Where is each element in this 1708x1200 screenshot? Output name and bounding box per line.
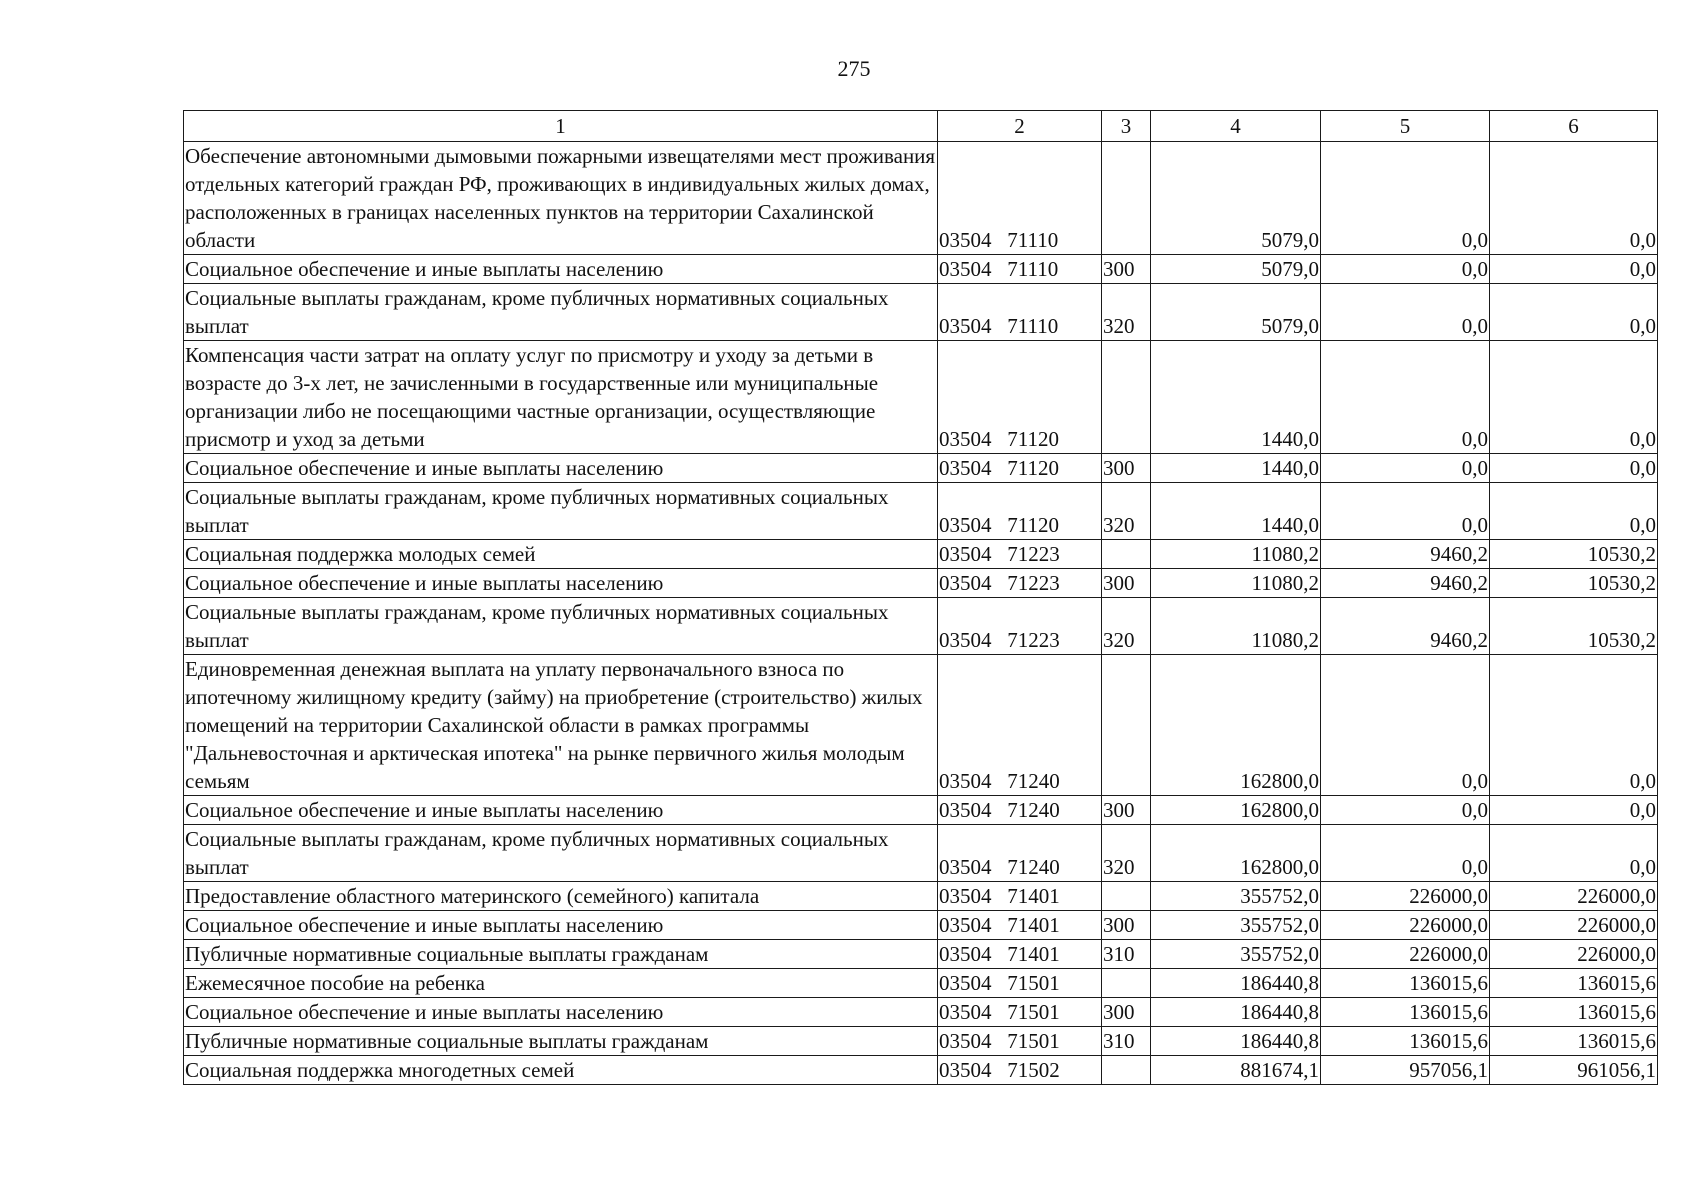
row-value-col4-cell: 162800,0 [1151,655,1321,796]
row-value-col5-cell: 0,0 [1321,483,1490,540]
row-expense-type-cell: 320 [1102,598,1151,655]
row-value-col5-cell: 0,0 [1321,284,1490,341]
table-row [184,940,1658,969]
row-value-col5-cell: 136015,6 [1321,969,1490,998]
row-name-cell: Социальное обеспечение и иные выплаты населению [184,911,938,940]
table-row [184,882,1658,911]
row-value-col6-cell: 961056,1 [1490,1056,1658,1085]
row-value-col4-cell: 186440,8 [1151,998,1321,1027]
row-value-col5-cell: 0,0 [1321,454,1490,483]
table-row [184,142,1658,255]
row-name-cell: Ежемесячное пособие на ребенка [184,969,938,998]
header-row [184,111,1658,142]
row-code-cell: 03504 71240 [938,655,1102,796]
row-expense-type-cell [1102,969,1151,998]
row-expense-type-cell: 300 [1102,569,1151,598]
row-code-cell: 03504 71110 [938,284,1102,341]
row-value-col4-cell: 1440,0 [1151,483,1321,540]
row-code-cell: 03504 71240 [938,796,1102,825]
table-row [184,483,1658,540]
table-row [184,255,1658,284]
row-value-col6-cell: 0,0 [1490,255,1658,284]
table-row [184,655,1658,796]
row-code-cell: 03504 71501 [938,998,1102,1027]
row-name-cell: Социальная поддержка молодых семей [184,540,938,569]
row-expense-type-cell: 310 [1102,1027,1151,1056]
row-value-col4-cell: 5079,0 [1151,284,1321,341]
row-value-col4-cell: 162800,0 [1151,825,1321,882]
row-code-cell: 03504 71223 [938,598,1102,655]
row-value-col6-cell: 10530,2 [1490,569,1658,598]
row-code-cell: 03504 71110 [938,142,1102,255]
row-expense-type-cell [1102,341,1151,454]
row-expense-type-cell: 320 [1102,483,1151,540]
row-value-col6-cell: 226000,0 [1490,882,1658,911]
row-value-col4-cell: 1440,0 [1151,454,1321,483]
row-value-col6-cell: 136015,6 [1490,998,1658,1027]
row-value-col5-cell: 226000,0 [1321,911,1490,940]
table-body [184,142,1658,1085]
row-value-col5-cell: 957056,1 [1321,1056,1490,1085]
row-name-cell: Публичные нормативные социальные выплаты гражданам [184,1027,938,1056]
header-col-4: 4 [1151,111,1321,142]
row-name-cell: Социальные выплаты гражданам, кроме публичных нормативных социальных выплат [184,483,938,540]
table-row [184,969,1658,998]
row-code-cell: 03504 71110 [938,255,1102,284]
row-value-col5-cell: 0,0 [1321,142,1490,255]
row-name-cell: Социальное обеспечение и иные выплаты населению [184,569,938,598]
row-code-cell: 03504 71120 [938,454,1102,483]
budget-table [183,110,1658,1085]
row-code-cell: 03504 71240 [938,825,1102,882]
row-name-cell: Единовременная денежная выплата на уплату первоначального взноса по ипотечному жилищному кредиту (займу) на приобретение (строительство) жилых помещений на территории Сахалинской области в рамках программы "Дальневосточная и арктическая ипотека" на рынке первичного жилья молодым семьям [184,655,938,796]
row-name-cell: Публичные нормативные социальные выплаты гражданам [184,940,938,969]
table-row [184,454,1658,483]
row-code-cell: 03504 71501 [938,969,1102,998]
row-name-cell: Обеспечение автономными дымовыми пожарными извещателями мест проживания отдельных категорий граждан РФ, проживающих в индивидуальных жилых домах, расположенных в границах населенных пунктов на территории Сахалинской области [184,142,938,255]
row-value-col6-cell: 0,0 [1490,284,1658,341]
row-value-col6-cell: 0,0 [1490,454,1658,483]
table-row [184,341,1658,454]
row-code-cell: 03504 71501 [938,1027,1102,1056]
row-value-col4-cell: 5079,0 [1151,142,1321,255]
row-code-cell: 03504 71223 [938,540,1102,569]
row-value-col6-cell: 136015,6 [1490,1027,1658,1056]
row-expense-type-cell: 300 [1102,255,1151,284]
row-code-cell: 03504 71120 [938,483,1102,540]
row-name-cell: Социальная поддержка многодетных семей [184,1056,938,1085]
row-value-col6-cell: 0,0 [1490,655,1658,796]
table-row [184,598,1658,655]
row-value-col4-cell: 11080,2 [1151,598,1321,655]
row-expense-type-cell [1102,540,1151,569]
row-value-col4-cell: 355752,0 [1151,882,1321,911]
row-value-col5-cell: 9460,2 [1321,540,1490,569]
row-value-col6-cell: 0,0 [1490,825,1658,882]
table-row [184,1027,1658,1056]
row-value-col6-cell: 10530,2 [1490,540,1658,569]
row-code-cell: 03504 71223 [938,569,1102,598]
row-expense-type-cell: 300 [1102,911,1151,940]
row-value-col4-cell: 11080,2 [1151,540,1321,569]
row-expense-type-cell: 310 [1102,940,1151,969]
row-name-cell: Социальное обеспечение и иные выплаты населению [184,998,938,1027]
row-expense-type-cell [1102,882,1151,911]
table-row [184,998,1658,1027]
row-value-col5-cell: 0,0 [1321,255,1490,284]
header-col-2: 2 [938,111,1102,142]
header-col-1: 1 [184,111,938,142]
row-expense-type-cell [1102,1056,1151,1085]
table-row [184,569,1658,598]
row-value-col6-cell: 0,0 [1490,483,1658,540]
row-value-col5-cell: 9460,2 [1321,569,1490,598]
row-value-col4-cell: 186440,8 [1151,969,1321,998]
row-name-cell: Предоставление областного материнского (семейного) капитала [184,882,938,911]
table-row [184,796,1658,825]
row-expense-type-cell [1102,142,1151,255]
row-value-col6-cell: 0,0 [1490,341,1658,454]
row-value-col4-cell: 1440,0 [1151,341,1321,454]
row-code-cell: 03504 71502 [938,1056,1102,1085]
row-code-cell: 03504 71401 [938,911,1102,940]
row-value-col4-cell: 5079,0 [1151,255,1321,284]
row-value-col4-cell: 162800,0 [1151,796,1321,825]
page-number: 275 [837,56,871,81]
header-col-5: 5 [1321,111,1490,142]
row-name-cell: Социальные выплаты гражданам, кроме публичных нормативных социальных выплат [184,284,938,341]
row-expense-type-cell: 300 [1102,796,1151,825]
table-row [184,540,1658,569]
row-value-col6-cell: 226000,0 [1490,911,1658,940]
row-expense-type-cell: 300 [1102,998,1151,1027]
row-value-col5-cell: 226000,0 [1321,882,1490,911]
row-expense-type-cell: 300 [1102,454,1151,483]
row-name-cell: Социальное обеспечение и иные выплаты населению [184,796,938,825]
row-value-col4-cell: 355752,0 [1151,911,1321,940]
row-value-col4-cell: 355752,0 [1151,940,1321,969]
row-value-col5-cell: 0,0 [1321,341,1490,454]
header-col-3: 3 [1102,111,1151,142]
row-value-col5-cell: 136015,6 [1321,998,1490,1027]
row-value-col6-cell: 0,0 [1490,796,1658,825]
row-value-col6-cell: 0,0 [1490,142,1658,255]
row-value-col5-cell: 0,0 [1321,655,1490,796]
row-value-col6-cell: 136015,6 [1490,969,1658,998]
row-value-col5-cell: 9460,2 [1321,598,1490,655]
header-col-6: 6 [1490,111,1658,142]
row-code-cell: 03504 71401 [938,940,1102,969]
row-value-col5-cell: 226000,0 [1321,940,1490,969]
row-code-cell: 03504 71401 [938,882,1102,911]
row-expense-type-cell: 320 [1102,284,1151,341]
row-value-col4-cell: 881674,1 [1151,1056,1321,1085]
row-code-cell: 03504 71120 [938,341,1102,454]
row-name-cell: Социальные выплаты гражданам, кроме публичных нормативных социальных выплат [184,598,938,655]
table-row [184,825,1658,882]
table-row [184,284,1658,341]
row-value-col5-cell: 0,0 [1321,825,1490,882]
row-name-cell: Социальное обеспечение и иные выплаты населению [184,255,938,284]
row-value-col4-cell: 186440,8 [1151,1027,1321,1056]
row-expense-type-cell [1102,655,1151,796]
row-name-cell: Социальные выплаты гражданам, кроме публичных нормативных социальных выплат [184,825,938,882]
row-expense-type-cell: 320 [1102,825,1151,882]
row-value-col4-cell: 11080,2 [1151,569,1321,598]
row-value-col5-cell: 0,0 [1321,796,1490,825]
table-row [184,1056,1658,1085]
row-name-cell: Социальное обеспечение и иные выплаты населению [184,454,938,483]
row-name-cell: Компенсация части затрат на оплату услуг по присмотру и уходу за детьми в возрасте до 3-х лет, не зачисленными в государственные или муниципальные организации либо не посещающими частные организации, осуществляющие присмотр и уход за детьми [184,341,938,454]
row-value-col6-cell: 10530,2 [1490,598,1658,655]
row-value-col5-cell: 136015,6 [1321,1027,1490,1056]
table-row [184,911,1658,940]
row-value-col6-cell: 226000,0 [1490,940,1658,969]
